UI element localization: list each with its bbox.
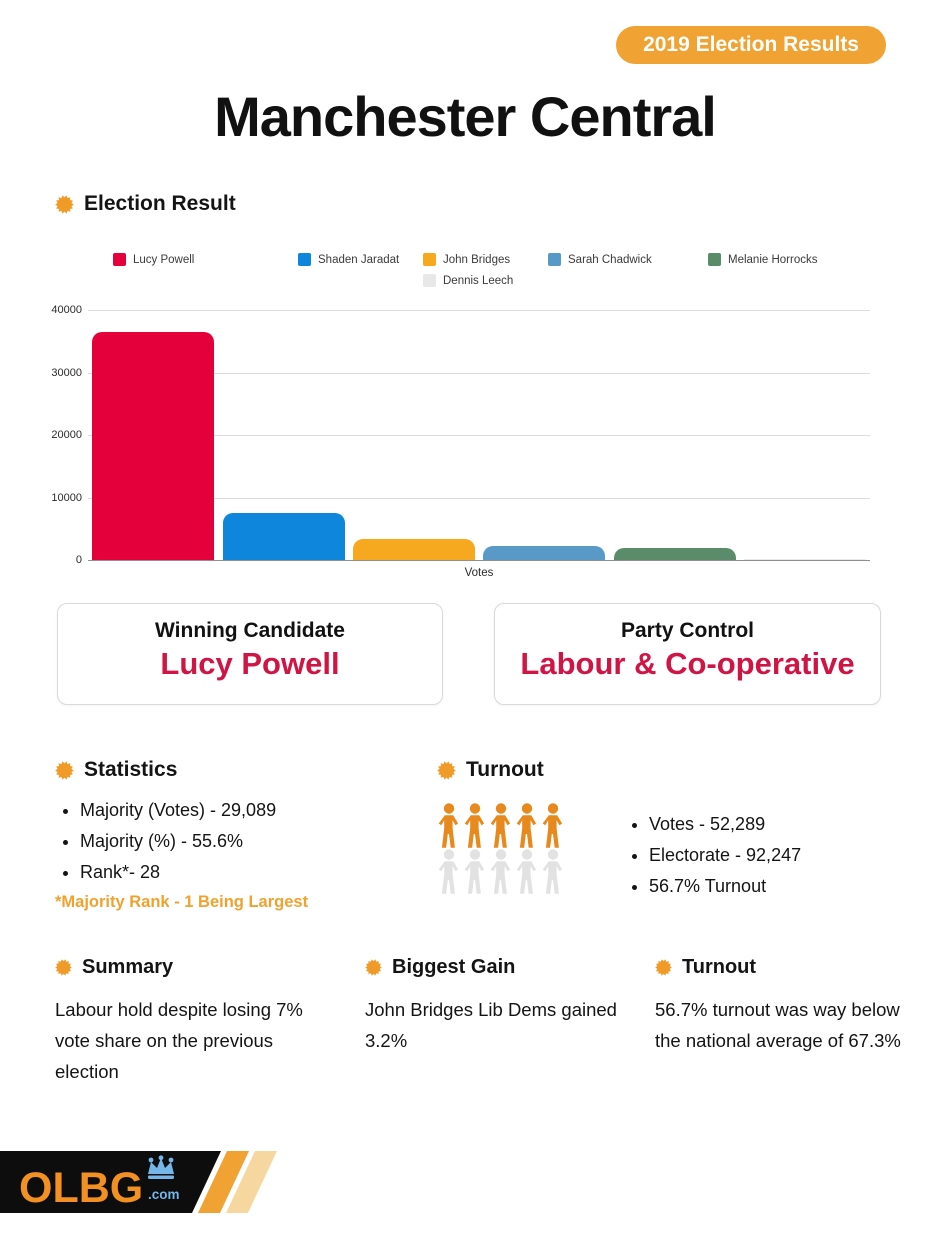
section-heading-turnout [437,758,544,782]
starburst-icon [55,761,74,780]
legend-label: Melanie Horrocks [728,253,818,266]
section-heading-label: Statistics [84,758,178,781]
gridline [88,310,870,311]
section-heading-summary [55,956,173,979]
y-tick-label: 0 [75,554,82,566]
statistics-block [55,800,400,912]
legend-swatch [113,253,126,266]
person-icon [540,803,566,849]
starburst-icon [365,959,382,976]
chart-legend [40,253,890,295]
section-heading-biggest-gain [365,956,515,979]
section-heading-label: Turnout [682,956,757,978]
bar-sarah-chadwick [483,546,605,560]
turnout-item: • Electorate - 92,247 [649,845,894,866]
person-icon [488,849,514,895]
card-label: Winning Candidate [155,619,345,642]
winning-candidate-name: Lucy Powell [160,646,340,681]
section-heading-label: Turnout [466,758,544,781]
section-heading-label: Election Result [84,192,236,215]
section-heading-label: Biggest Gain [392,956,516,978]
statistic-item: • Majority (%) - 55.6% [80,831,400,852]
starburst-icon [437,761,456,780]
y-tick-label: 30000 [51,366,82,379]
y-tick-label: 20000 [51,429,82,441]
turnout-list [624,814,894,907]
page-title: Manchester Central [214,85,716,148]
legend-swatch [548,253,561,266]
winning-candidate-card [57,603,443,705]
party-control-name: Labour & Co-operative [520,646,855,681]
legend-label: Lucy Powell [133,253,195,266]
turnout-pictogram [436,803,566,895]
y-tick-label: 40000 [51,304,82,316]
legend-label: John Bridges [443,253,511,266]
turnout-item: • 56.7% Turnout [649,876,894,897]
section-heading-turnout-note [655,956,756,979]
party-control-card [494,603,881,705]
bar-dennis-leech [744,559,866,560]
logo-text: OLBG [19,1164,144,1212]
legend-item-john-bridges [423,253,510,266]
x-axis-line [88,560,870,561]
turnout-note-text: 56.7% turnout was way below the national average of 67.3% [655,999,901,1051]
statistics-list [55,800,400,883]
biggest-gain-text: John Bridges Lib Dems gained 3.2% [365,999,617,1051]
bar-lucy-powell [92,332,214,561]
person-icon [436,803,462,849]
olbg-logo [0,1151,300,1213]
bar-melanie-horrocks [614,548,736,560]
section-heading-label: Summary [82,956,174,978]
legend-label: Sarah Chadwick [568,253,652,266]
x-axis-label: Votes [464,567,494,579]
bar-john-bridges [353,539,475,560]
section-heading-statistics [55,758,177,782]
logo-suffix: .com [148,1187,180,1202]
legend-swatch [423,253,436,266]
legend-item-sarah-chadwick [548,253,652,266]
legend-label: Shaden Jaradat [318,253,400,266]
starburst-icon [55,195,74,214]
legend-swatch [298,253,311,266]
legend-item-lucy-powell [113,253,194,266]
bar-shaden-jaradat [223,513,345,560]
legend-item-melanie-horrocks [708,253,817,266]
y-tick-label: 10000 [51,491,82,504]
person-icon [462,849,488,895]
votes-bar-chart [40,296,890,586]
starburst-icon [655,959,672,976]
legend-swatch [708,253,721,266]
summary-text: Labour hold despite losing 7% vote share on the previous election [55,999,303,1082]
year-badge: 2019 Election Results [616,26,886,64]
person-icon [540,849,566,895]
statistic-item: • Rank*- 28 [80,862,400,883]
person-icon [436,849,462,895]
person-icon [462,803,488,849]
statistic-item: • Majority (Votes) - 29,089 [80,800,400,821]
person-icon [488,803,514,849]
legend-swatch [423,274,436,287]
card-label: Party Control [620,619,754,642]
section-heading-election-result [55,192,236,216]
majority-rank-note: *Majority Rank - 1 Being Largest [55,893,309,911]
turnout-item: • Votes - 52,289 [649,814,894,835]
legend-item-shaden-jaradat [298,253,399,266]
legend-label: Dennis Leech [443,274,514,287]
person-icon [514,803,540,849]
starburst-icon [55,959,72,976]
person-icon [514,849,540,895]
legend-item-dennis-leech [423,274,513,287]
